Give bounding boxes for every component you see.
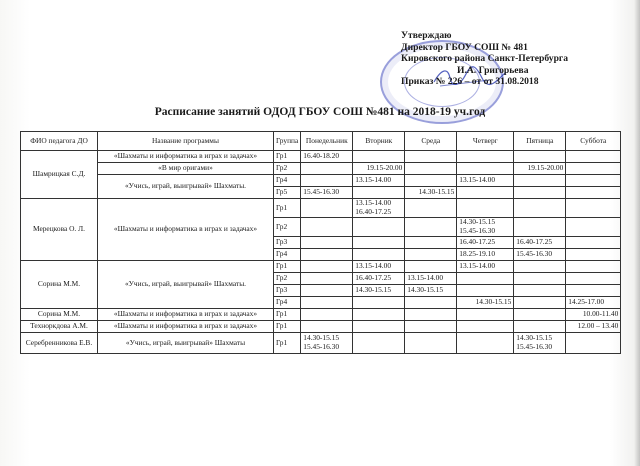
time-cell [514,218,566,237]
time-cell [566,199,621,218]
time-cell [301,297,353,309]
time-cell [405,199,457,218]
time-cell [353,249,405,261]
group-cell: Гр1 [274,309,301,321]
teacher-cell: Шамрицкая С.Д. [21,151,98,199]
approval-line: И.А. Григорьева [457,64,529,76]
group-cell: Гр1 [274,151,301,163]
teacher-cell: Сорина М.М. [21,261,98,309]
time-cell: 14.30-15.15 [457,297,514,309]
time-cell [405,333,457,354]
time-cell [566,261,621,273]
time-cell [566,249,621,261]
time-cell [514,309,566,321]
group-cell: Гр2 [274,273,301,285]
time-cell: 14.30-15.15 [405,285,457,297]
group-cell: Гр4 [274,297,301,309]
time-cell [405,309,457,321]
time-cell: 14.30-15.15 15.45-16.30 [301,333,353,354]
time-cell [566,285,621,297]
time-cell: 18.25-19.10 [457,249,514,261]
time-cell [405,249,457,261]
approval-line: Утверждаю [401,30,452,41]
time-cell [514,285,566,297]
time-cell: 16.40-18.20 [301,151,353,163]
time-cell [514,175,566,187]
time-cell: 13.15-14.00 [457,261,514,273]
time-cell [514,261,566,273]
time-cell [405,297,457,309]
time-cell: 14.30-15.15 15.45-16.30 [514,333,566,354]
group-cell: Гр3 [274,285,301,297]
time-cell [566,187,621,199]
time-cell: 10.00-11.40 [566,309,621,321]
time-cell [514,199,566,218]
header-wednesday: Среда [405,132,457,151]
time-cell: 12.00 – 13.40 [566,321,621,333]
header-row [21,132,621,151]
group-cell: Гр5 [274,187,301,199]
table-row [21,321,621,333]
time-cell [353,333,405,354]
time-cell [301,261,353,273]
group-cell: Гр4 [274,175,301,187]
time-cell [566,273,621,285]
group-cell: Гр1 [274,333,301,354]
time-cell [514,151,566,163]
table-row [21,163,621,175]
time-cell [405,237,457,249]
time-cell [301,309,353,321]
time-cell [457,199,514,218]
time-cell [405,261,457,273]
header-saturday: Суббота [566,132,621,151]
time-cell: 16.40-17.25 [457,237,514,249]
approval-line: Приказ № 226 – от от 31.08.2018 [401,76,539,88]
time-cell: 15.45-16.30 [301,187,353,199]
time-cell [301,249,353,261]
time-cell [301,285,353,297]
time-cell: 13.15-14.00 [405,273,457,285]
time-cell [566,175,621,187]
table-row [21,199,621,218]
time-cell [353,321,405,333]
time-cell [457,163,514,175]
time-cell [301,199,353,218]
program-cell: «Учись, играй, выигрывай» Шахматы. [98,175,274,199]
group-cell: Гр1 [274,199,301,218]
time-cell [566,333,621,354]
time-cell [405,218,457,237]
document-title: Расписание занятий ОДОД ГБОУ СОШ №481 на 2018-19 уч.год [154,106,486,118]
time-cell [353,297,405,309]
time-cell [353,237,405,249]
time-cell [457,151,514,163]
time-cell: 14.25-17.00 [566,297,621,309]
header-teacher: ФИО педагога ДО [21,132,98,151]
header-monday: Понедельник [301,132,353,151]
time-cell: 13.15-14.00 16.40-17.25 [353,199,405,218]
teacher-cell: Мерецкова О. Л. [21,199,98,261]
time-cell [405,151,457,163]
time-cell [457,333,514,354]
group-cell: Гр4 [274,249,301,261]
time-cell [301,163,353,175]
teacher-cell: Сорина М.М. [21,309,98,321]
time-cell [514,187,566,199]
time-cell: 19.15-20.00 [353,163,405,175]
table-row [21,333,621,354]
teacher-cell: Техноркдова А.М. [21,321,98,333]
time-cell [405,175,457,187]
schedule-table [20,131,621,354]
group-cell: Гр2 [274,163,301,175]
program-cell: «Шахматы и информатика в играх и задачах» [98,321,274,333]
header-program: Название программы [98,132,274,151]
time-cell [457,187,514,199]
time-cell [514,297,566,309]
time-cell [566,151,621,163]
time-cell [514,321,566,333]
time-cell [301,237,353,249]
time-cell [301,175,353,187]
time-cell [353,187,405,199]
time-cell: 14.30-15.15 [353,285,405,297]
time-cell [566,163,621,175]
table-row [21,151,621,163]
group-cell: Гр1 [274,261,301,273]
time-cell: 16.40-17.25 [353,273,405,285]
table-row [21,261,621,273]
group-cell: Гр2 [274,218,301,237]
program-cell: «Шахматы и информатика в играх и задачах» [98,151,274,163]
header-tuesday: Вторник [353,132,405,151]
time-cell: 14.30-15.15 [405,187,457,199]
time-cell [301,273,353,285]
time-cell [457,285,514,297]
time-cell [353,218,405,237]
header-friday: Пятница [514,132,566,151]
time-cell: 13.15-14.00 [353,261,405,273]
group-cell: Гр3 [274,237,301,249]
program-cell: «В мир оригами» [98,163,274,175]
approval-line: Директор ГБОУ СОШ № 481 [401,41,528,53]
header-thursday: Четверг [457,132,514,151]
time-cell [353,151,405,163]
time-cell [566,218,621,237]
time-cell [457,321,514,333]
time-cell [457,273,514,285]
time-cell [405,321,457,333]
time-cell [405,163,457,175]
time-cell: 19.15-20.00 [514,163,566,175]
program-cell: «Учись, играй, выигрывай» Шахматы [98,333,274,354]
group-cell: Гр1 [274,321,301,333]
time-cell [457,309,514,321]
time-cell: 14.30-15.15 15.45-16.30 [457,218,514,237]
approval-block [401,30,621,88]
table-row [21,175,621,187]
time-cell [301,218,353,237]
table-row [21,309,621,321]
time-cell: 13.15-14.00 [353,175,405,187]
approval-line: Кировского района Санкт-Петербурга [401,53,569,65]
time-cell: 13.15-14.00 [457,175,514,187]
time-cell: 15.45-16.30 [514,249,566,261]
page-edge-shadow [634,0,640,466]
time-cell [514,273,566,285]
header-group: Группа [274,132,301,151]
program-cell: «Учись, играй, выигрывай» Шахматы. [98,261,274,309]
time-cell [301,321,353,333]
program-cell: «Шахматы и информатика в играх и задачах» [98,309,274,321]
teacher-cell: Серебренникова Е.В. [21,333,98,354]
time-cell [566,237,621,249]
time-cell [353,309,405,321]
time-cell: 16.40-17.25 [514,237,566,249]
program-cell: «Шахматы и информатика в играх и задачах» [98,199,274,261]
